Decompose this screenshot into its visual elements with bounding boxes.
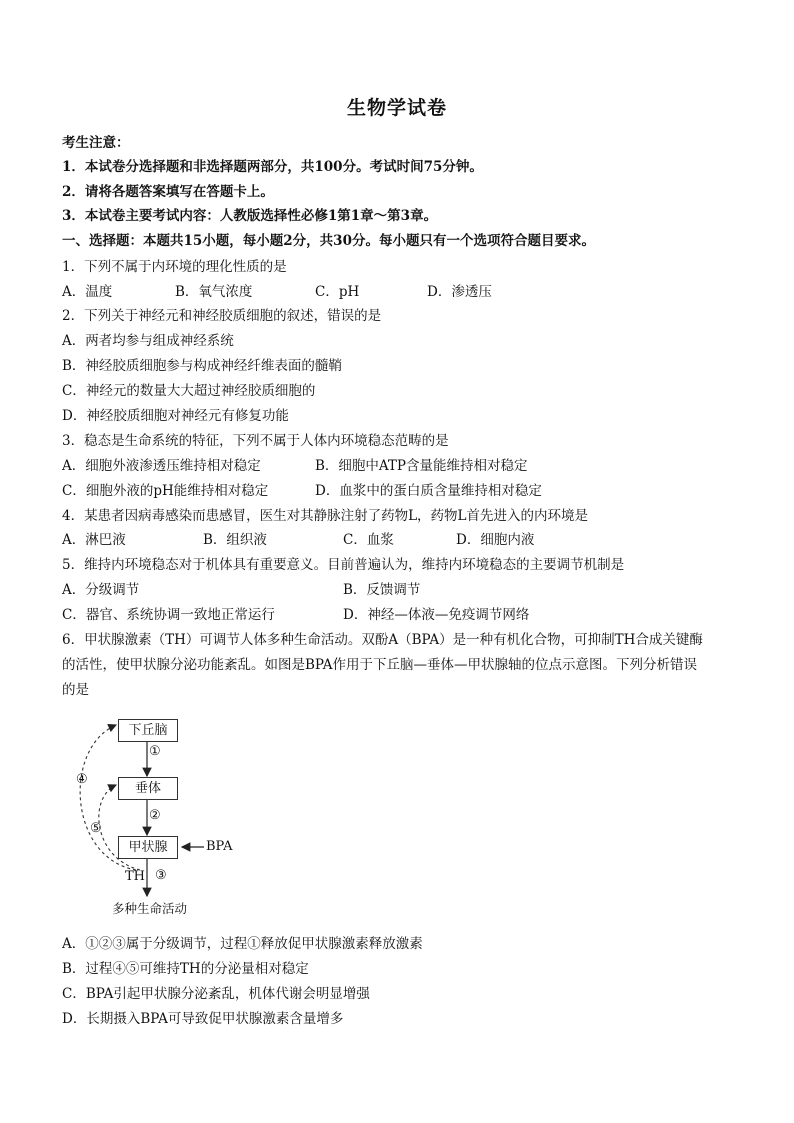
q6-stem-line-1: 6．甲状腺激素（TH）可调节人体多种生命活动。双酚A（BPA）是一种有机化合物，可抑制TH合成关键酶: [62, 632, 703, 648]
notice-item-3: 3．本试卷主要考试内容：人教版选择性必修1第1章～第3章。: [62, 208, 438, 224]
notice-item-2: 2．请将各题答案填写在答题卡上。: [62, 184, 274, 200]
q4-option-a: A．淋巴液: [62, 532, 126, 548]
q3-option-d: D．血浆中的蛋白质含量维持相对稳定: [315, 483, 542, 499]
hypothalamus-box: 下丘脑: [118, 719, 178, 742]
notice-heading: 考生注意：: [62, 135, 130, 151]
q3-option-b: B．细胞中ATP含量能维持相对稳定: [315, 458, 528, 474]
th-label: TH: [125, 869, 146, 884]
q2-option-d: D．神经胶质细胞对神经元有修复功能: [62, 408, 289, 424]
q2-option-c: C．神经元的数量大大超过神经胶质细胞的: [62, 383, 316, 399]
pituitary-box: 垂体: [118, 777, 178, 800]
q6-option-c: C．BPA引起甲状腺分泌紊乱，机体代谢会明显增强: [62, 986, 370, 1002]
step-3-label: ③: [155, 868, 167, 883]
q5-option-c: C．器官、系统协调一致地正常运行: [62, 607, 275, 623]
q4-stem: 4．某患者因病毒感染而患感冒，医生对其静脉注射了药物L，药物L首先进入的内环境是: [62, 508, 589, 524]
step-4-label: ④: [76, 772, 88, 787]
step-1-label: ①: [149, 744, 161, 759]
q3-option-c: C．细胞外液的pH能维持相对稳定: [62, 483, 269, 499]
q1-option-c: C．pH: [315, 284, 360, 300]
q3-option-a: A．细胞外液渗透压维持相对稳定: [62, 458, 261, 474]
q5-option-d: D．神经—体液—免疫调节网络: [343, 607, 530, 623]
q4-option-d: D．细胞内液: [456, 532, 535, 548]
thyroid-box: 甲状腺: [118, 836, 178, 859]
activities-label: 多种生命活动: [112, 901, 188, 916]
bpa-label: BPA: [206, 839, 233, 854]
q1-option-d: D．渗透压: [427, 284, 492, 300]
q4-option-c: C．血浆: [343, 532, 394, 548]
section-heading: 一、选择题：本题共15小题，每小题2分，共30分。每小题只有一个选项符合题目要求。: [62, 233, 595, 249]
q5-stem: 5．维持内环境稳态对于机体具有重要意义。目前普遍认为，维持内环境稳态的主要调节机制是: [62, 557, 625, 573]
step-5-label: ⑤: [90, 821, 102, 836]
q1-option-a: A．温度: [62, 284, 113, 300]
q4-option-b: B．组织液: [203, 532, 267, 548]
q6-option-a: A．①②③属于分级调节，过程①释放促甲状腺激素释放激素: [62, 936, 423, 952]
q1-stem: 1．下列不属于内环境的理化性质的是: [62, 259, 287, 275]
notice-item-1: 1．本试卷分选择题和非选择题两部分，共100分。考试时间75分钟。: [62, 159, 483, 175]
q2-option-b: B．神经胶质细胞参与构成神经纤维表面的髓鞘: [62, 358, 342, 374]
q6-stem-line-3: 的是: [62, 682, 89, 698]
q2-stem: 2．下列关于神经元和神经胶质细胞的叙述，错误的是: [62, 308, 382, 324]
q6-stem-line-2: 的活性，使甲状腺分泌功能紊乱。如图是BPA作用于下丘脑—垂体—甲状腺轴的位点示意图。下列分析错误: [62, 657, 698, 673]
q6-option-b: B．过程④⑤可维持TH的分泌量相对稳定: [62, 961, 309, 977]
step-2-label: ②: [149, 808, 161, 823]
q1-option-b: B．氧气浓度: [175, 284, 253, 300]
q2-option-a: A．两者均参与组成神经系统: [62, 333, 234, 349]
q5-option-b: B．反馈调节: [343, 582, 421, 598]
q3-stem: 3．稳态是生命系统的特征，下列不属于人体内环境稳态范畴的是: [62, 433, 449, 449]
q6-option-d: D．长期摄入BPA可导致促甲状腺激素含量增多: [62, 1011, 344, 1027]
q5-option-a: A．分级调节: [62, 582, 140, 598]
page-title: 生物学试卷: [346, 97, 447, 119]
